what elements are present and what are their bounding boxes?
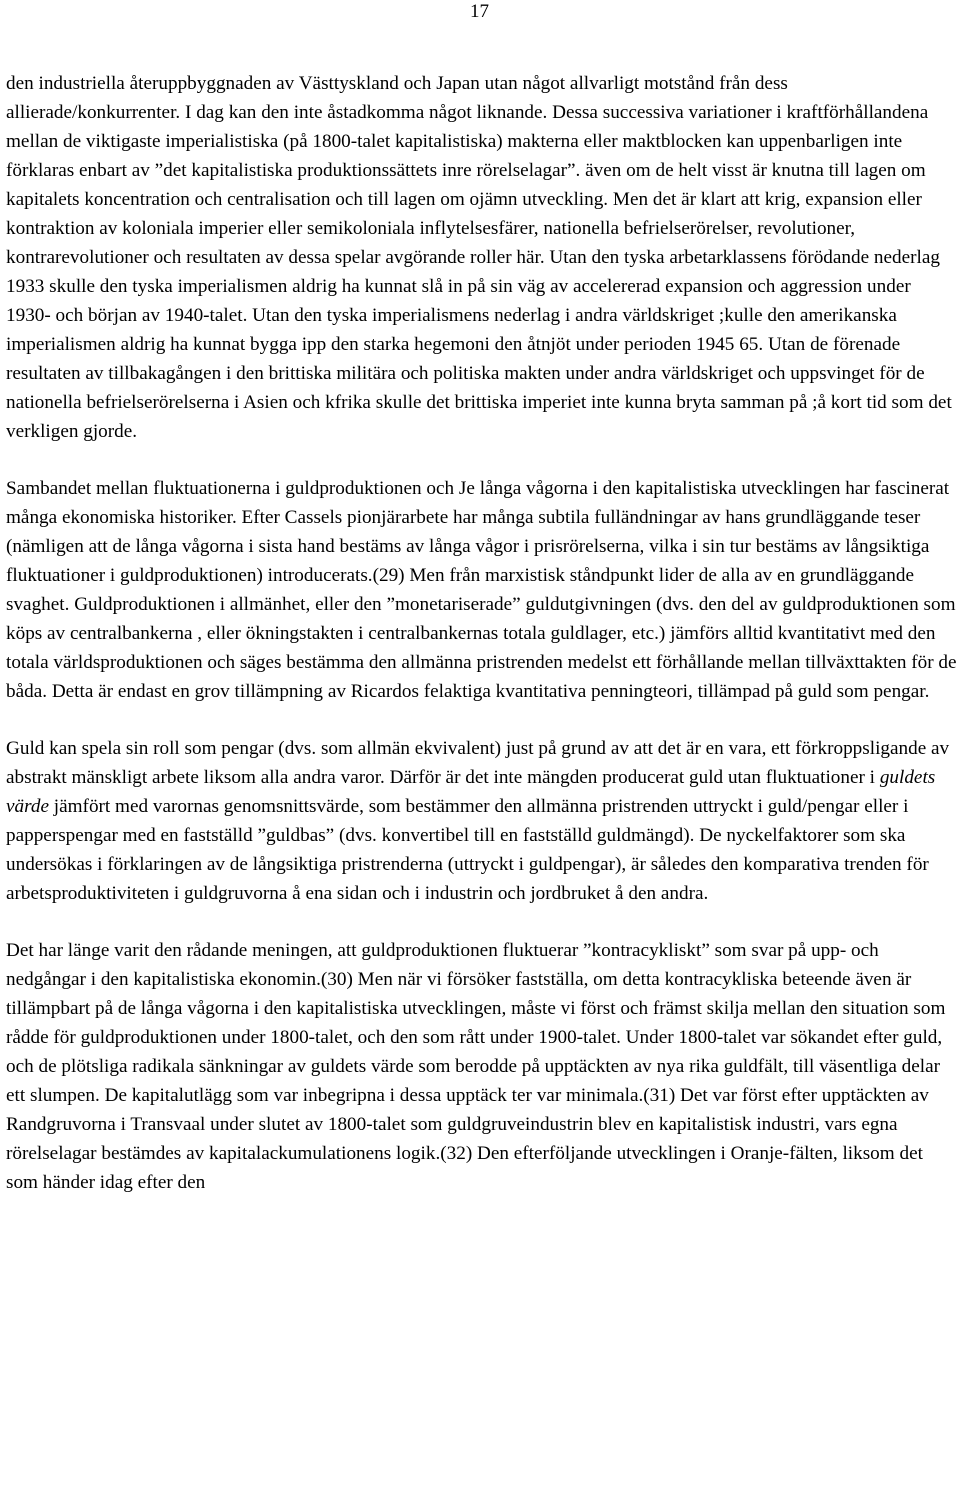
paragraph-3-emphasis: guldets värde (6, 767, 936, 817)
paragraph-3 (6, 734, 958, 908)
page-number: 17 (470, 1, 489, 22)
paragraph-3-text-after: jämfört med varornas genomsnittsvärde, som bestämmer den allmänna pristrenden uttryckt i guld/pengar eller i papperspengar med en fastställd ”guldbas” (dvs. konvertibel till en fastställd guldmängd). De nyckelfaktorer som ska undersökas i förklaringen av de långsiktiga pristrenderna (uttryckt i guldpengar), är således den komparativa trenden för arbetsproduktiviteten i guldgruvorna å ena sidan och i industrin och jordbruket å den andra. (6, 796, 929, 904)
paragraph-3-text-before: Guld kan spela sin roll som pengar (dvs. som allmän ekvivalent) just på grund av att det är en vara, ett förkroppsligande av abstrakt mänskligt arbete liksom alla andra varor. Därför är det inte mängden producerat guld utan fluktuationer i (6, 738, 950, 788)
paragraph-1: den industriella återuppbyggnaden av Västtyskland och Japan utan något allvarligt motstånd från dess allierade/konkurrenter. I dag kan den inte åstadkomma något liknande. Dessa successiva variationer i kraftförhållandena mellan de viktigaste imperialistiska (på 1800-talet kapitalistiska) makterna eller maktblocken kan uppenbarligen inte förklaras enbart av ”det kapitalistiska produktionssättets inre rörelselagar”. även om de helt visst är knutna till lagen om kapitalets koncentration och centralisation och till lagen om ojämn utveckling. Men det är klart att krig, expansion eller kontraktion av koloniala imperier eller semikoloniala inflytelsesfärer, nationella befrielserörelser, revolutioner, kontrarevolutioner och resultaten av dessa spelar avgörande roller här. Utan den tyska arbetarklassens förödande nederlag 1933 skulle den tyska imperialismen aldrig ha kunnat slå in på sin väg av accelererad expansion och aggression under 1930- och början av 1940-talet. Utan den tyska imperialismens nederlag i andra världskriget ;kulle den amerikanska imperialismen aldrig ha kunnat bygga ipp den starka hegemoni den åtnjöt under perioden 1945 65. Utan de förenade resultaten av tillbakagången i den brittiska militära och politiska makten under andra världskriget och uppsvinget för de nationella befrielserörelserna i Asien och kfrika skulle det brittiska imperiet inte kunna bryta samman på ;å kort tid som det verkligen gjorde. (6, 73, 952, 442)
paragraph-4: Det har länge varit den rådande meningen, att guldproduktionen fluktuerar ”kontracykliskt” som svar på upp- och nedgångar i den kapitalistiska ekonomin.(30) Men när vi försöker fastställa, om detta kontracykliska beteende även är tillämpbart på de långa vågorna i den kapitalistiska utvecklingen, måste vi först och främst skilja mellan den situation som rådde för guldproduktionen under 1800-talet, och den som rått under 1900-talet. Under 1800-talet var sökandet efter guld, och de plötsliga radikala sänkningar av guldets värde som berodde på upptäckten av nya rika guldfält, till väsentliga delar ett slumpen. De kapitalutlägg som var inbegripna i dessa upptäck ter var minimala.(31) Det var först efter upptäckten av Randgruvorna i Transvaal under slutet av 1800-talet som guldgruveindustrin blev en kapitalistisk industri, vars egna rörelselagar bestämdes av kapitalackumulationens logik.(32) Den efterföljande utvecklingen i Oranje-fälten, liksom det som händer idag efter den (6, 940, 946, 1193)
paragraph-2: Sambandet mellan fluktuationerna i guldproduktionen och Je långa vågorna i den kapitalistiska utvecklingen har fascinerat många ekonomiska historiker. Efter Cassels pionjärarbete har många subtila fulländningar av hans grundläggande teser (nämligen att de långa vågorna i sista hand bestäms av långa vågor i prisrörelserna, vilka i sin tur bestäms av långsiktiga fluktuationer i guldproduktionen) introducerats.(29) Men från marxistisk ståndpunkt lider de alla av en grundläggande svaghet. Guldproduktionen i allmänhet, eller den ”monetariserade” guldutgivningen (dvs. den del av guldproduktionen som köps av centralbankerna , eller ökningstakten i centralbankernas totala guldlager, etc.) jämförs alltid kvantitativt med den totala världsproduktionen och säges bestämma den allmänna pristrenden medelst ett förhållande mellan tillväxttakten för de båda. Detta är endast en grov tillämpning av Ricardos felaktiga kvantitativa penningteori, tillämpad på guld som pengar. (6, 478, 957, 702)
document-body (6, 69, 958, 1197)
